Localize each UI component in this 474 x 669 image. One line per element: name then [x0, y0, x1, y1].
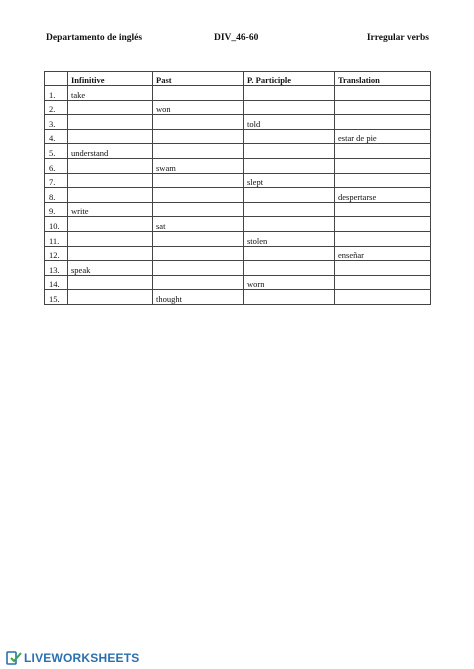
participle-cell[interactable]: worn — [244, 275, 335, 290]
translation-cell[interactable] — [335, 290, 431, 305]
row-number: 7. — [45, 173, 68, 188]
brand-name: LIVEWORKSHEETS — [24, 651, 140, 665]
infinitive-cell[interactable] — [68, 173, 153, 188]
past-cell[interactable]: won — [153, 100, 244, 115]
translation-cell[interactable] — [335, 115, 431, 130]
infinitive-cell[interactable]: speak — [68, 261, 153, 276]
table-body — [45, 86, 431, 305]
translation-cell[interactable] — [335, 158, 431, 173]
column-header-translation: Translation — [335, 72, 431, 86]
column-header-number — [45, 72, 68, 86]
participle-cell[interactable] — [244, 129, 335, 144]
translation-cell[interactable]: despertarse — [335, 188, 431, 203]
row-number: 6. — [45, 158, 68, 173]
row-number: 11. — [45, 231, 68, 246]
translation-cell[interactable]: estar de pie — [335, 129, 431, 144]
participle-cell[interactable] — [244, 217, 335, 232]
infinitive-cell[interactable]: take — [68, 86, 153, 101]
table-row — [45, 158, 431, 173]
past-cell[interactable] — [153, 115, 244, 130]
translation-cell[interactable] — [335, 86, 431, 101]
participle-cell[interactable] — [244, 158, 335, 173]
table-row — [45, 231, 431, 246]
row-number: 12. — [45, 246, 68, 261]
column-header-past: Past — [153, 72, 244, 86]
row-number: 5. — [45, 144, 68, 159]
infinitive-cell[interactable] — [68, 129, 153, 144]
row-number: 13. — [45, 261, 68, 276]
column-header-infinitive: Infinitive — [68, 72, 153, 86]
infinitive-cell[interactable] — [68, 290, 153, 305]
footer-branding — [6, 650, 139, 666]
translation-cell[interactable] — [335, 173, 431, 188]
row-number: 9. — [45, 202, 68, 217]
infinitive-cell[interactable] — [68, 217, 153, 232]
page-header — [0, 33, 474, 49]
translation-cell[interactable]: enseñar — [335, 246, 431, 261]
infinitive-cell[interactable]: understand — [68, 144, 153, 159]
past-cell[interactable]: thought — [153, 290, 244, 305]
table-row — [45, 100, 431, 115]
participle-cell[interactable] — [244, 246, 335, 261]
translation-cell[interactable] — [335, 144, 431, 159]
translation-cell[interactable] — [335, 202, 431, 217]
translation-cell[interactable] — [335, 100, 431, 115]
translation-cell[interactable] — [335, 261, 431, 276]
infinitive-cell[interactable] — [68, 100, 153, 115]
participle-cell[interactable] — [244, 188, 335, 203]
past-cell[interactable] — [153, 261, 244, 276]
table-row — [45, 217, 431, 232]
row-number: 3. — [45, 115, 68, 130]
table-row — [45, 115, 431, 130]
participle-cell[interactable] — [244, 100, 335, 115]
table-row — [45, 86, 431, 101]
past-cell[interactable] — [153, 202, 244, 217]
participle-cell[interactable]: stolen — [244, 231, 335, 246]
table-row — [45, 275, 431, 290]
participle-cell[interactable] — [244, 290, 335, 305]
past-cell[interactable] — [153, 129, 244, 144]
row-number: 8. — [45, 188, 68, 203]
past-cell[interactable]: swam — [153, 158, 244, 173]
past-cell[interactable] — [153, 246, 244, 261]
past-cell[interactable] — [153, 188, 244, 203]
table-row — [45, 144, 431, 159]
past-cell[interactable]: sat — [153, 217, 244, 232]
irregular-verbs-table — [44, 71, 431, 305]
infinitive-cell[interactable] — [68, 188, 153, 203]
table-header-row — [45, 72, 431, 86]
table-row — [45, 290, 431, 305]
infinitive-cell[interactable] — [68, 275, 153, 290]
participle-cell[interactable] — [244, 144, 335, 159]
department-title: Departamento de inglés — [46, 33, 143, 43]
liveworksheets-logo-icon — [6, 651, 22, 665]
row-number: 4. — [45, 129, 68, 144]
past-cell[interactable] — [153, 86, 244, 101]
infinitive-cell[interactable] — [68, 246, 153, 261]
table-row — [45, 188, 431, 203]
infinitive-cell[interactable] — [68, 115, 153, 130]
row-number: 14. — [45, 275, 68, 290]
table-row — [45, 261, 431, 276]
infinitive-cell[interactable]: write — [68, 202, 153, 217]
participle-cell[interactable] — [244, 86, 335, 101]
document-code: DIV_46-60 — [214, 33, 259, 43]
row-number: 1. — [45, 86, 68, 101]
row-number: 10. — [45, 217, 68, 232]
table-row — [45, 202, 431, 217]
past-cell[interactable] — [153, 275, 244, 290]
past-cell[interactable] — [153, 173, 244, 188]
translation-cell[interactable] — [335, 217, 431, 232]
past-cell[interactable] — [153, 144, 244, 159]
worksheet-title: Irregular verbs — [366, 33, 429, 43]
translation-cell[interactable] — [335, 231, 431, 246]
participle-cell[interactable]: told — [244, 115, 335, 130]
translation-cell[interactable] — [335, 275, 431, 290]
table-row — [45, 246, 431, 261]
infinitive-cell[interactable] — [68, 158, 153, 173]
infinitive-cell[interactable] — [68, 231, 153, 246]
row-number: 15. — [45, 290, 68, 305]
row-number: 2. — [45, 100, 68, 115]
column-header-participle: P. Participle — [244, 72, 335, 86]
participle-cell[interactable] — [244, 202, 335, 217]
participle-cell[interactable] — [244, 261, 335, 276]
participle-cell[interactable]: slept — [244, 173, 335, 188]
table-row — [45, 129, 431, 144]
table-row — [45, 173, 431, 188]
past-cell[interactable] — [153, 231, 244, 246]
